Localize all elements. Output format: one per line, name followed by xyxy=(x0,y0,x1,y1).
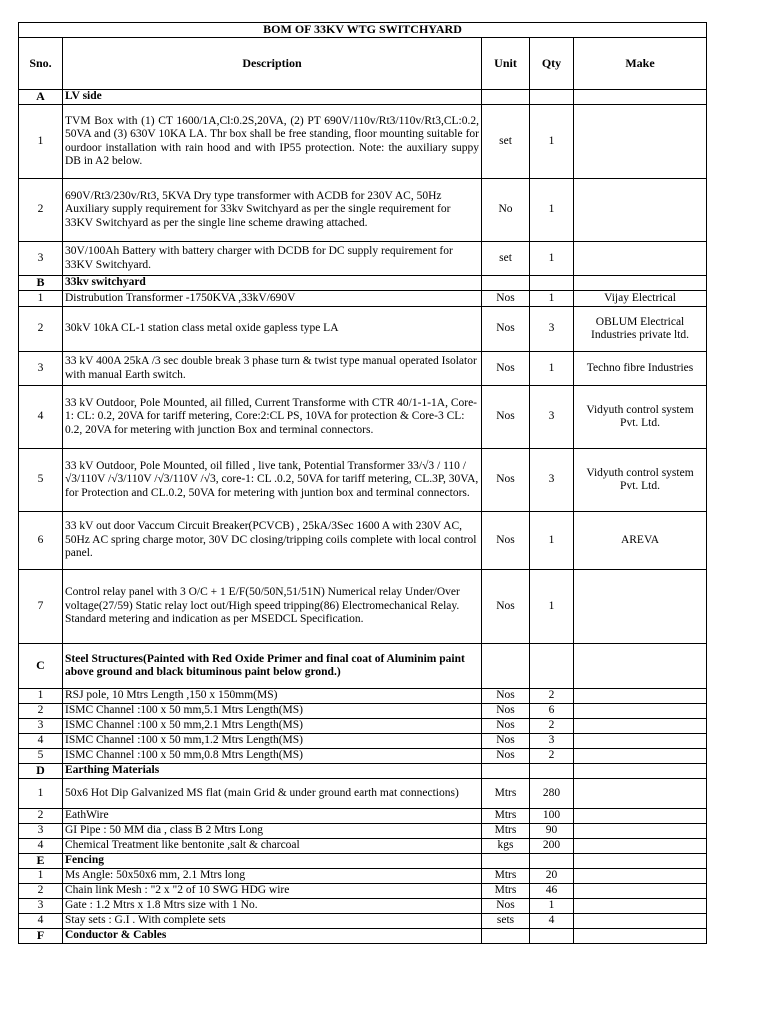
table-row xyxy=(19,749,707,764)
row-description: Gate : 1.2 Mtrs x 1.8 Mtrs size with 1 No. xyxy=(63,899,482,914)
section-title: Fencing xyxy=(63,854,482,869)
row-unit: Nos xyxy=(482,512,530,570)
row-make xyxy=(574,869,707,884)
row-make xyxy=(574,242,707,276)
table-row xyxy=(19,570,707,644)
row-description: Chemical Treatment like bentonite ,salt & charcoal xyxy=(63,839,482,854)
row-description: 690V/Rt3/230v/Rt3, 5KVA Dry type transformer with ACDB for 230V AC, 50Hz Auxiliary supply requirement for 33kv Switchyard as per the single requirement for 33KV Switchyard as per the single line scheme drawing attached. xyxy=(63,179,482,242)
section-qty-cell xyxy=(530,854,574,869)
section-make-cell xyxy=(574,929,707,944)
row-unit: Mtrs xyxy=(482,824,530,839)
section-unit-cell xyxy=(482,929,530,944)
row-description: Ms Angle: 50x50x6 mm, 2.1 Mtrs long xyxy=(63,869,482,884)
row-sno: 3 xyxy=(19,719,63,734)
row-description: 33 kV out door Vaccum Circuit Breaker(PCVCB) , 25kA/3Sec 1600 A with 230V AC, 50Hz AC spring charge motor, 30V DC closing/tripping coils complete with local control panel. xyxy=(63,512,482,570)
section-row xyxy=(19,276,707,291)
row-unit: Nos xyxy=(482,689,530,704)
table-row xyxy=(19,689,707,704)
section-code: D xyxy=(19,764,63,779)
section-row xyxy=(19,929,707,944)
table-row xyxy=(19,824,707,839)
row-sno: 4 xyxy=(19,839,63,854)
row-unit: Mtrs xyxy=(482,779,530,809)
row-make: OBLUM Electrical Industries private ltd. xyxy=(574,307,707,352)
row-make: Vidyuth control system Pvt. Ltd. xyxy=(574,449,707,512)
row-make xyxy=(574,179,707,242)
row-description: 33 kV 400A 25kA /3 sec double break 3 phase turn & twist type manual operated Isolator with manual Earth switch. xyxy=(63,352,482,386)
row-sno: 2 xyxy=(19,809,63,824)
row-make xyxy=(574,914,707,929)
section-unit-cell xyxy=(482,644,530,689)
row-description: GI Pipe : 50 MM dia , class B 2 Mtrs Long xyxy=(63,824,482,839)
section-row xyxy=(19,854,707,869)
row-description: Distrubution Transformer -1750KVA ,33kV/690V xyxy=(63,291,482,307)
row-unit: Nos xyxy=(482,307,530,352)
table-row xyxy=(19,449,707,512)
row-unit: Nos xyxy=(482,734,530,749)
row-description: ISMC Channel :100 x 50 mm,5.1 Mtrs Length(MS) xyxy=(63,704,482,719)
row-unit: Mtrs xyxy=(482,869,530,884)
row-description: TVM Box with (1) CT 1600/1A,Cl:0.2S,20VA, (2) PT 690V/110v/Rt3/110v/Rt3,CL:0.2, 50VA and (3) 630V 10KA LA. Thr box shall be free standing, floor mounting suitable for ourdoor installation with rain hood and with IP55 protection. Note: the auxiliary suppy DB in A2 below. xyxy=(63,105,482,179)
row-make xyxy=(574,704,707,719)
header-make: Make xyxy=(574,38,707,90)
section-make-cell xyxy=(574,90,707,105)
section-code: C xyxy=(19,644,63,689)
table-row xyxy=(19,779,707,809)
row-description: 30V/100Ah Battery with battery charger with DCDB for DC supply requirement for 33KV Switchyard. xyxy=(63,242,482,276)
row-sno: 5 xyxy=(19,749,63,764)
table-row xyxy=(19,734,707,749)
row-qty: 280 xyxy=(530,779,574,809)
row-unit: Nos xyxy=(482,291,530,307)
row-sno: 3 xyxy=(19,899,63,914)
table-row xyxy=(19,884,707,899)
row-description: 33 kV Outdoor, Pole Mounted, oil filled , live tank, Potential Transformer 33/√3 / 110 / √3/110V /√3/110V /√3/110V /√3, core-1: CL .0.2, 50VA for tariff metering, CL.3P, 30VA, for Protection and CL.0.2, 50VA for metering with juntion box and terminal connectors. xyxy=(63,449,482,512)
row-unit: Mtrs xyxy=(482,809,530,824)
section-make-cell xyxy=(574,764,707,779)
header-unit: Unit xyxy=(482,38,530,90)
row-make xyxy=(574,689,707,704)
row-unit: sets xyxy=(482,914,530,929)
row-description: Stay sets : G.I . With complete sets xyxy=(63,914,482,929)
row-sno: 4 xyxy=(19,734,63,749)
section-title: 33kv switchyard xyxy=(63,276,482,291)
row-unit: kgs xyxy=(482,839,530,854)
row-make xyxy=(574,734,707,749)
section-code: B xyxy=(19,276,63,291)
row-qty: 1 xyxy=(530,242,574,276)
row-sno: 1 xyxy=(19,105,63,179)
row-description: ISMC Channel :100 x 50 mm,2.1 Mtrs Length(MS) xyxy=(63,719,482,734)
section-unit-cell xyxy=(482,854,530,869)
row-qty: 1 xyxy=(530,899,574,914)
row-qty: 1 xyxy=(530,179,574,242)
row-make xyxy=(574,884,707,899)
row-make xyxy=(574,824,707,839)
row-sno: 4 xyxy=(19,914,63,929)
row-qty: 46 xyxy=(530,884,574,899)
section-title: Earthing Materials xyxy=(63,764,482,779)
row-qty: 3 xyxy=(530,386,574,449)
table-row xyxy=(19,512,707,570)
row-sno: 5 xyxy=(19,449,63,512)
row-sno: 7 xyxy=(19,570,63,644)
section-make-cell xyxy=(574,644,707,689)
section-code: E xyxy=(19,854,63,869)
row-unit: Nos xyxy=(482,352,530,386)
row-qty: 2 xyxy=(530,749,574,764)
row-description: Control relay panel with 3 O/C + 1 E/F(50/50N,51/51N) Numerical relay Under/Over voltage(27/59) Static relay loct out/High speed tripping(86) Electromechanical Relay. Standard metering and indication as per MSEDCL Specification. xyxy=(63,570,482,644)
row-qty: 1 xyxy=(530,352,574,386)
row-description: ISMC Channel :100 x 50 mm,0.8 Mtrs Length(MS) xyxy=(63,749,482,764)
section-code: A xyxy=(19,90,63,105)
row-qty: 6 xyxy=(530,704,574,719)
table-row xyxy=(19,352,707,386)
header-row xyxy=(19,38,707,90)
row-qty: 1 xyxy=(530,512,574,570)
row-make: Vidyuth control system Pvt. Ltd. xyxy=(574,386,707,449)
table-row xyxy=(19,386,707,449)
row-description: RSJ pole, 10 Mtrs Length ,150 x 150mm(MS) xyxy=(63,689,482,704)
table-row xyxy=(19,105,707,179)
row-qty: 3 xyxy=(530,734,574,749)
section-unit-cell xyxy=(482,90,530,105)
table-row xyxy=(19,869,707,884)
title-row xyxy=(19,23,707,38)
row-description: 33 kV Outdoor, Pole Mounted, ail filled, Current Transforme with CTR 40/1-1-1A, Core-1: CL: 0.2, 20VA for tariff metering, Core:2:CL PS, 10VA for protection & Core-3 CL: 0.2, 20VA for metering with junction Box and terminal connectors. xyxy=(63,386,482,449)
section-make-cell xyxy=(574,276,707,291)
section-code: F xyxy=(19,929,63,944)
row-sno: 3 xyxy=(19,242,63,276)
row-unit: Nos xyxy=(482,719,530,734)
row-qty: 1 xyxy=(530,570,574,644)
header-description: Description xyxy=(63,38,482,90)
row-qty: 1 xyxy=(530,105,574,179)
table-row xyxy=(19,242,707,276)
row-sno: 1 xyxy=(19,689,63,704)
table-row xyxy=(19,839,707,854)
table-row xyxy=(19,291,707,307)
section-unit-cell xyxy=(482,764,530,779)
row-unit: Nos xyxy=(482,570,530,644)
document-title: BOM OF 33KV WTG SWITCHYARD xyxy=(19,23,707,38)
section-qty-cell xyxy=(530,764,574,779)
row-description: Chain link Mesh : "2 x "2 of 10 SWG HDG wire xyxy=(63,884,482,899)
table-row xyxy=(19,704,707,719)
section-title: LV side xyxy=(63,90,482,105)
row-qty: 20 xyxy=(530,869,574,884)
row-make xyxy=(574,779,707,809)
table-row xyxy=(19,809,707,824)
row-sno: 2 xyxy=(19,884,63,899)
row-unit: Nos xyxy=(482,899,530,914)
table-row xyxy=(19,179,707,242)
table-row xyxy=(19,307,707,352)
row-sno: 4 xyxy=(19,386,63,449)
row-unit: Nos xyxy=(482,449,530,512)
row-sno: 6 xyxy=(19,512,63,570)
section-title: Steel Structures(Painted with Red Oxide Primer and final coat of Aluminim paint above ground and black bituminous paint below grond.) xyxy=(63,644,482,689)
row-qty: 90 xyxy=(530,824,574,839)
header-sno: Sno. xyxy=(19,38,63,90)
row-sno: 1 xyxy=(19,291,63,307)
section-qty-cell xyxy=(530,90,574,105)
row-qty: 1 xyxy=(530,291,574,307)
row-qty: 200 xyxy=(530,839,574,854)
row-description: ISMC Channel :100 x 50 mm,1.2 Mtrs Length(MS) xyxy=(63,734,482,749)
section-row xyxy=(19,90,707,105)
row-sno: 2 xyxy=(19,704,63,719)
row-unit: set xyxy=(482,242,530,276)
row-make xyxy=(574,105,707,179)
row-qty: 2 xyxy=(530,719,574,734)
row-qty: 4 xyxy=(530,914,574,929)
row-qty: 3 xyxy=(530,307,574,352)
row-qty: 100 xyxy=(530,809,574,824)
row-make: Vijay Electrical xyxy=(574,291,707,307)
row-unit: Nos xyxy=(482,386,530,449)
table-row xyxy=(19,899,707,914)
row-unit: Nos xyxy=(482,704,530,719)
row-sno: 3 xyxy=(19,352,63,386)
row-make xyxy=(574,570,707,644)
section-qty-cell xyxy=(530,929,574,944)
row-sno: 2 xyxy=(19,307,63,352)
section-row xyxy=(19,644,707,689)
row-make: Techno fibre Industries xyxy=(574,352,707,386)
section-qty-cell xyxy=(530,276,574,291)
row-sno: 2 xyxy=(19,179,63,242)
row-sno: 1 xyxy=(19,869,63,884)
row-make: AREVA xyxy=(574,512,707,570)
row-qty: 2 xyxy=(530,689,574,704)
section-row xyxy=(19,764,707,779)
section-title: Conductor & Cables xyxy=(63,929,482,944)
row-description: 50x6 Hot Dip Galvanized MS flat (main Grid & under ground earth mat connections) xyxy=(63,779,482,809)
row-description: EathWire xyxy=(63,809,482,824)
table-row xyxy=(19,914,707,929)
table-row xyxy=(19,719,707,734)
row-unit: set xyxy=(482,105,530,179)
row-unit: Nos xyxy=(482,749,530,764)
row-unit: Mtrs xyxy=(482,884,530,899)
row-description: 30kV 10kA CL-1 station class metal oxide gapless type LA xyxy=(63,307,482,352)
row-make xyxy=(574,749,707,764)
row-make xyxy=(574,899,707,914)
row-make xyxy=(574,809,707,824)
bom-table xyxy=(18,22,707,944)
section-unit-cell xyxy=(482,276,530,291)
header-qty: Qty xyxy=(530,38,574,90)
section-qty-cell xyxy=(530,644,574,689)
row-unit: No xyxy=(482,179,530,242)
section-make-cell xyxy=(574,854,707,869)
row-sno: 3 xyxy=(19,824,63,839)
row-make xyxy=(574,719,707,734)
row-qty: 3 xyxy=(530,449,574,512)
row-make xyxy=(574,839,707,854)
row-sno: 1 xyxy=(19,779,63,809)
